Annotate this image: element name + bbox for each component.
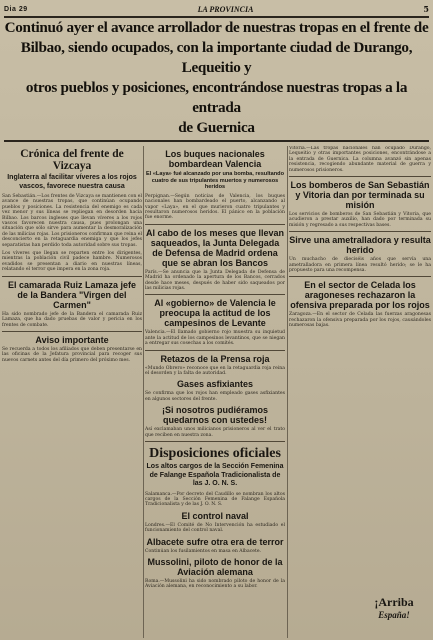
divider xyxy=(145,441,285,442)
nosotros-text: Así exclamaban unos milicianos prisioneros al ver el trato que reciben en nuestra zona. xyxy=(145,427,285,438)
camarada-title: El camarada Ruiz Lamaza jefe de la Bandera "Virgen del Carmen" xyxy=(7,279,137,310)
arriba-line-1: ¡Arriba xyxy=(374,595,414,609)
buques-text: Perpignan.—Según noticias de Valencia, los buques nacionales han bombardeado el puerto, alcanzando al vapor «Laya», en el que murieron cuatro tripulantes y resultaron numerosos heridos. El pánico en la población fue enorme. xyxy=(145,193,285,221)
arriba-espana-slogan xyxy=(358,596,430,622)
camarada-text: Ha sido nombrado jefe de la Bandera el camarada Ruiz Lamaza, que ha dado pruebas de valor y pericia en los frentes de combate. xyxy=(2,311,142,328)
divider xyxy=(289,231,431,232)
gases-title: Gases asfixiantes xyxy=(176,379,254,390)
masthead xyxy=(4,2,429,18)
disposiciones-text: Salamanca.—Por decreto del Caudillo se nombran los altos cargos de la Sección Femenina de Falange Española Tradicionalista y de las J. O. N. S. xyxy=(145,491,285,508)
control-naval-title: El control naval xyxy=(181,510,249,521)
divider xyxy=(145,294,285,295)
cronica-title: Crónica del frente de Vizcaya xyxy=(20,148,124,172)
intro-text: Vitoria.—Las tropas nacionales han ocupado Durango, Lequeitio y otras importantes posiciones, encontrándose a la entrada de Guernica. La columna avanzó sin apenas resistencia, recogiendo abundante material de guerra y numerosos prisioneros. xyxy=(289,146,431,173)
headline-rule xyxy=(4,140,429,142)
disposiciones-subtitle: Los altos cargos de la Sección Femenina de Falange Española Tradicionalista de las J. O. N. S. xyxy=(146,463,284,488)
column-3 xyxy=(289,146,431,638)
gases-text: Se confirma que los rojos han empleado gases asfixiantes en algunos sectores del frente. xyxy=(145,391,285,402)
main-headline xyxy=(4,18,429,138)
aviso-text: Se recuerda a todos los afiliados que deben presentarse en las oficinas de la Jefatura provincial para recoger sus nuevos carnets antes del día primero del próximo mes. xyxy=(2,346,142,363)
alcabo-title: Al cabo de los meses que llevan saqueados, la Junta Delegada de Defensa de Madrid ordena que se abran los Bancos xyxy=(145,227,285,268)
disposiciones-title: Disposiciones oficiales xyxy=(149,446,281,462)
gobierno-title: Al «gobierno» de Valencia le preocupa la actitud de los campesinos de Levante xyxy=(154,298,276,329)
albacete-text: Continúan los fusilamientos en masa en Albacete. xyxy=(145,548,262,554)
masthead-paper-name: LA PROVINCIA xyxy=(197,4,254,14)
aviso-title: Aviso importante xyxy=(35,334,109,345)
gobierno-text: Valencia.—El llamado gobierno rojo muestra su inquietud ante la actitud de los campesinos levantinos, que se niegan a entregar sus cosechas a los comités. xyxy=(145,330,285,347)
cronica-subtitle: Inglaterra al facilitar víveres a los rojos vascos, favorece nuestra causa xyxy=(7,174,137,190)
divider xyxy=(2,331,142,332)
cronica-text: San Sebastián.—Los frentes de Vizcaya se mantienen con el avance de nuestras tropas, que continúan ocupando pueblos y posiciones. La resistencia del enemigo es cada vez menor y sus líneas se repliegan en desorden hacia Bilbao. Los barcos ingleses que llevan víveres a los rojos vascos favorecen nuestra causa, pues prolongan una situación que sólo sirve para aumentar la desmoralización de las milicias rojas. Los prisioneros confirman que reina el desconcierto en la retaguardia enemiga y que los jefes separatistas han perdido toda autoridad sobre sus tropas. xyxy=(2,194,142,248)
buques-subtitle: El «Laya» fué alcanzado por una bomba, resultando cuatro de sus tripulantes muertos y numerosos heridos xyxy=(145,171,284,191)
headline-line-2: Bilbao, siendo ocupados, con la importante ciudad de Durango, Lequeitio y xyxy=(20,39,413,76)
celada-title: En el sector de Celada los aragoneses rechazaron la ofensiva preparada por los rojos xyxy=(290,280,430,311)
divider xyxy=(2,276,142,277)
mussolini-text: Roma.—Mussolini ha sido nombrado piloto de honor de la Aviación alemana, en reconocimiento a su labor. xyxy=(145,579,285,590)
masthead-page-number: 5 xyxy=(423,4,429,14)
ametrallador-text: Un muchacho de dieciséis años que servía una ametralladora en primera línea resultó herido; se le ha propuesto para una recompensa. xyxy=(289,257,431,274)
headline-line-4: de Guernica xyxy=(178,119,255,136)
celada-text: Zaragoza.—En el sector de Celada las fuerzas aragonesas rechazaron la ofensiva preparada por los rojos, causándoles numerosas bajas. xyxy=(289,312,431,329)
retazos-text: «Mundo Obrero» reconoce que en la retaguardia roja reina el desorden y la falta de autoridad. xyxy=(145,365,285,377)
headline-line-1: Continuó ayer el avance arrollador de nuestras tropas en el frente de xyxy=(4,19,429,36)
divider xyxy=(289,176,431,177)
bomberos-title: Los bomberos de San Sebastián y Vitoria dan por terminada su misión xyxy=(290,180,430,211)
column-divider-2 xyxy=(287,146,288,638)
mussolini-title: Mussolini, piloto de honor de la Aviación alemana xyxy=(147,557,283,578)
column-divider-1 xyxy=(143,146,144,638)
nosotros-title: ¡Si nosotros pudiéramos quedarnos con ustedes! xyxy=(161,405,268,426)
control-naval-text: Londres.—El Comité de No Intervención ha estudiado el funcionamiento del control naval. xyxy=(145,522,285,534)
retazos-title: Retazos de la Prensa roja xyxy=(160,353,270,364)
divider xyxy=(145,350,285,351)
albacete-title: Albacete sufre otra era de terror xyxy=(146,536,284,547)
cronica-text-2: Los víveres que llegan se reparten entre los dirigentes, mientras la población civil padece hambre. Numerosos evadidos se presentan a diario en nuestras líneas, relatando el terror que impera en la zona roja. xyxy=(2,251,142,273)
divider xyxy=(289,276,431,277)
column-1 xyxy=(2,146,142,638)
bomberos-text: Los servicios de bomberos de San Sebastián y Vitoria, que acudieron a prestar auxilio, han dado por terminada su misión y regresado a sus respectivas bases. xyxy=(289,212,431,228)
divider xyxy=(145,224,285,225)
alcabo-text: París.—Se anuncia que la Junta Delegada de Defensa de Madrid ha ordenado la apertura de los Bancos, cerrados desde hace meses, después de haber sido saqueados por las milicias rojas. xyxy=(145,269,285,292)
arriba-line-2: España! xyxy=(378,610,410,620)
masthead-date: Dia 29 xyxy=(4,5,28,13)
buques-title: Los buques nacionales bombardean Valencia xyxy=(165,149,265,169)
column-2 xyxy=(145,146,285,638)
ametrallador-title: Sirve una ametralladora y resulta herido xyxy=(289,235,431,256)
headline-line-3: otros pueblos y posiciones, encontrándose nuestras tropas a la entrada xyxy=(25,79,408,116)
